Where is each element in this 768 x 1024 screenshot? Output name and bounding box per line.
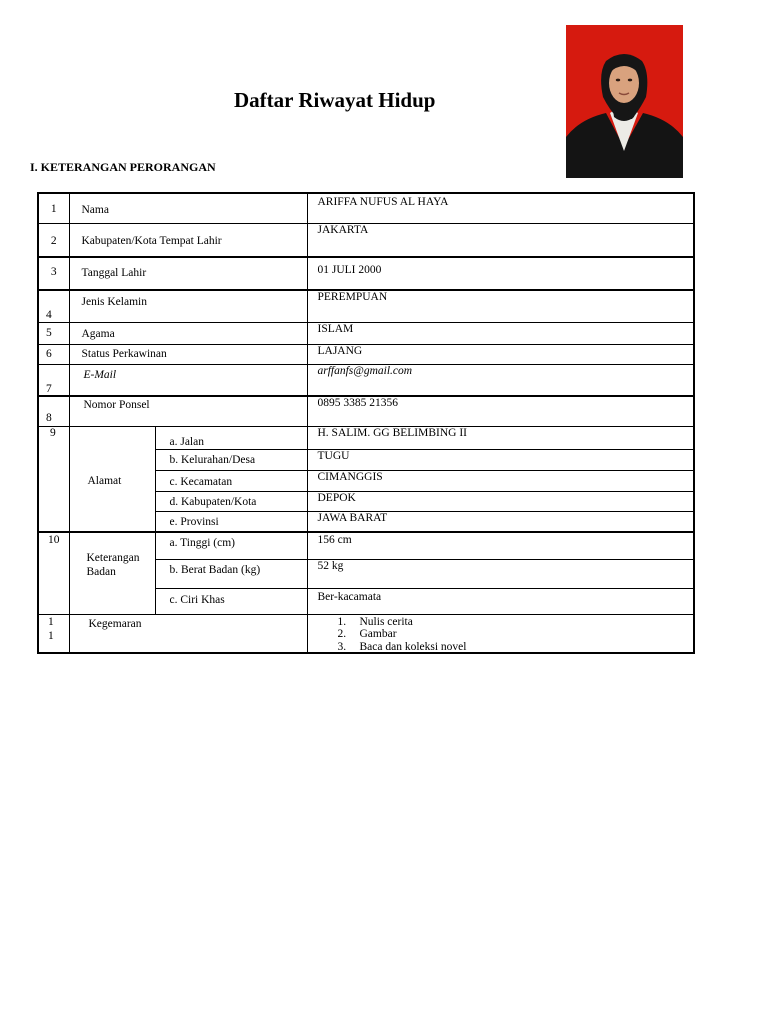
alamat-sub-label: d. Kabupaten/Kota (155, 491, 307, 511)
alamat-sub-label: e. Provinsi (155, 511, 307, 532)
row-number: 7 (38, 364, 69, 396)
list-item: 3. Baca dan koleksi novel (337, 640, 467, 653)
row-number: 5 (38, 322, 69, 344)
table-row (38, 290, 694, 322)
table-row (38, 193, 694, 223)
list-item: 1. Nulis cerita (337, 615, 413, 628)
row-label: Jenis Kelamin (69, 290, 307, 322)
row-label: Agama (69, 322, 307, 344)
personal-info-table (37, 192, 695, 654)
row-value: 0895 3385 21356 (307, 396, 694, 426)
table-row (38, 614, 694, 653)
list-item: 2. Gambar (337, 628, 397, 640)
alamat-label: Alamat (69, 426, 155, 532)
row-number: 9 (38, 426, 69, 532)
alamat-sub-label: c. Kecamatan (155, 470, 307, 491)
badan-sub-label: a. Tinggi (cm) (155, 532, 307, 559)
badan-sub-label: b. Berat Badan (kg) (155, 559, 307, 588)
badan-value: 52 kg (307, 559, 694, 588)
table-row (38, 364, 694, 396)
table-row (38, 426, 694, 449)
section-heading: I. KETERANGAN PERORANGAN (30, 160, 216, 174)
profile-photo (566, 25, 683, 178)
table-row (38, 532, 694, 559)
row-number: 1 1 (38, 614, 69, 653)
row-number: 10 (38, 532, 69, 614)
row-number: 2 (38, 223, 69, 257)
table-row (38, 257, 694, 290)
alamat-value: DEPOK (307, 491, 694, 511)
row-value: LAJANG (307, 344, 694, 364)
row-value: 01 JULI 2000 (307, 257, 694, 290)
row-label: Tanggal Lahir (69, 257, 307, 290)
table-row (38, 223, 694, 257)
row-label: Status Perkawinan (69, 344, 307, 364)
row-value: PEREMPUAN (307, 290, 694, 322)
alamat-value: CIMANGGIS (307, 470, 694, 491)
row-label: Nama (69, 193, 307, 223)
badan-value: 156 cm (307, 532, 694, 559)
person-portrait-icon (566, 25, 683, 178)
hobby-list (338, 616, 467, 654)
alamat-value: TUGU (307, 449, 694, 470)
row-label: E-Mail (69, 364, 307, 396)
badan-value: Ber-kacamata (307, 588, 694, 614)
row-value: JAKARTA (307, 223, 694, 257)
row-number: 4 (38, 290, 69, 322)
row-number: 8 (38, 396, 69, 426)
table-row (38, 344, 694, 364)
document-title: Daftar Riwayat Hidup (234, 88, 436, 112)
badan-label: Keterangan Badan (69, 532, 155, 614)
badan-sub-label: c. Ciri Khas (155, 588, 307, 614)
row-number: 6 (38, 344, 69, 364)
alamat-value: JAWA BARAT (307, 511, 694, 532)
row-number: 1 (38, 193, 69, 223)
row-value: ISLAM (307, 322, 694, 344)
row-value: arffanfs@gmail.com (307, 364, 694, 396)
row-label: Nomor Ponsel (69, 396, 307, 426)
table-row (38, 396, 694, 426)
alamat-sub-label: a. Jalan (155, 426, 307, 449)
alamat-value: H. SALIM. GG BELIMBING II (307, 426, 694, 449)
row-label: Kabupaten/Kota Tempat Lahir (69, 223, 307, 257)
row-value: ARIFFA NUFUS AL HAYA (307, 193, 694, 223)
row-number: 3 (38, 257, 69, 290)
table-row (38, 322, 694, 344)
alamat-sub-label: b. Kelurahan/Desa (155, 449, 307, 470)
hobby-list-cell (307, 614, 694, 653)
row-label: Kegemaran (69, 614, 307, 653)
